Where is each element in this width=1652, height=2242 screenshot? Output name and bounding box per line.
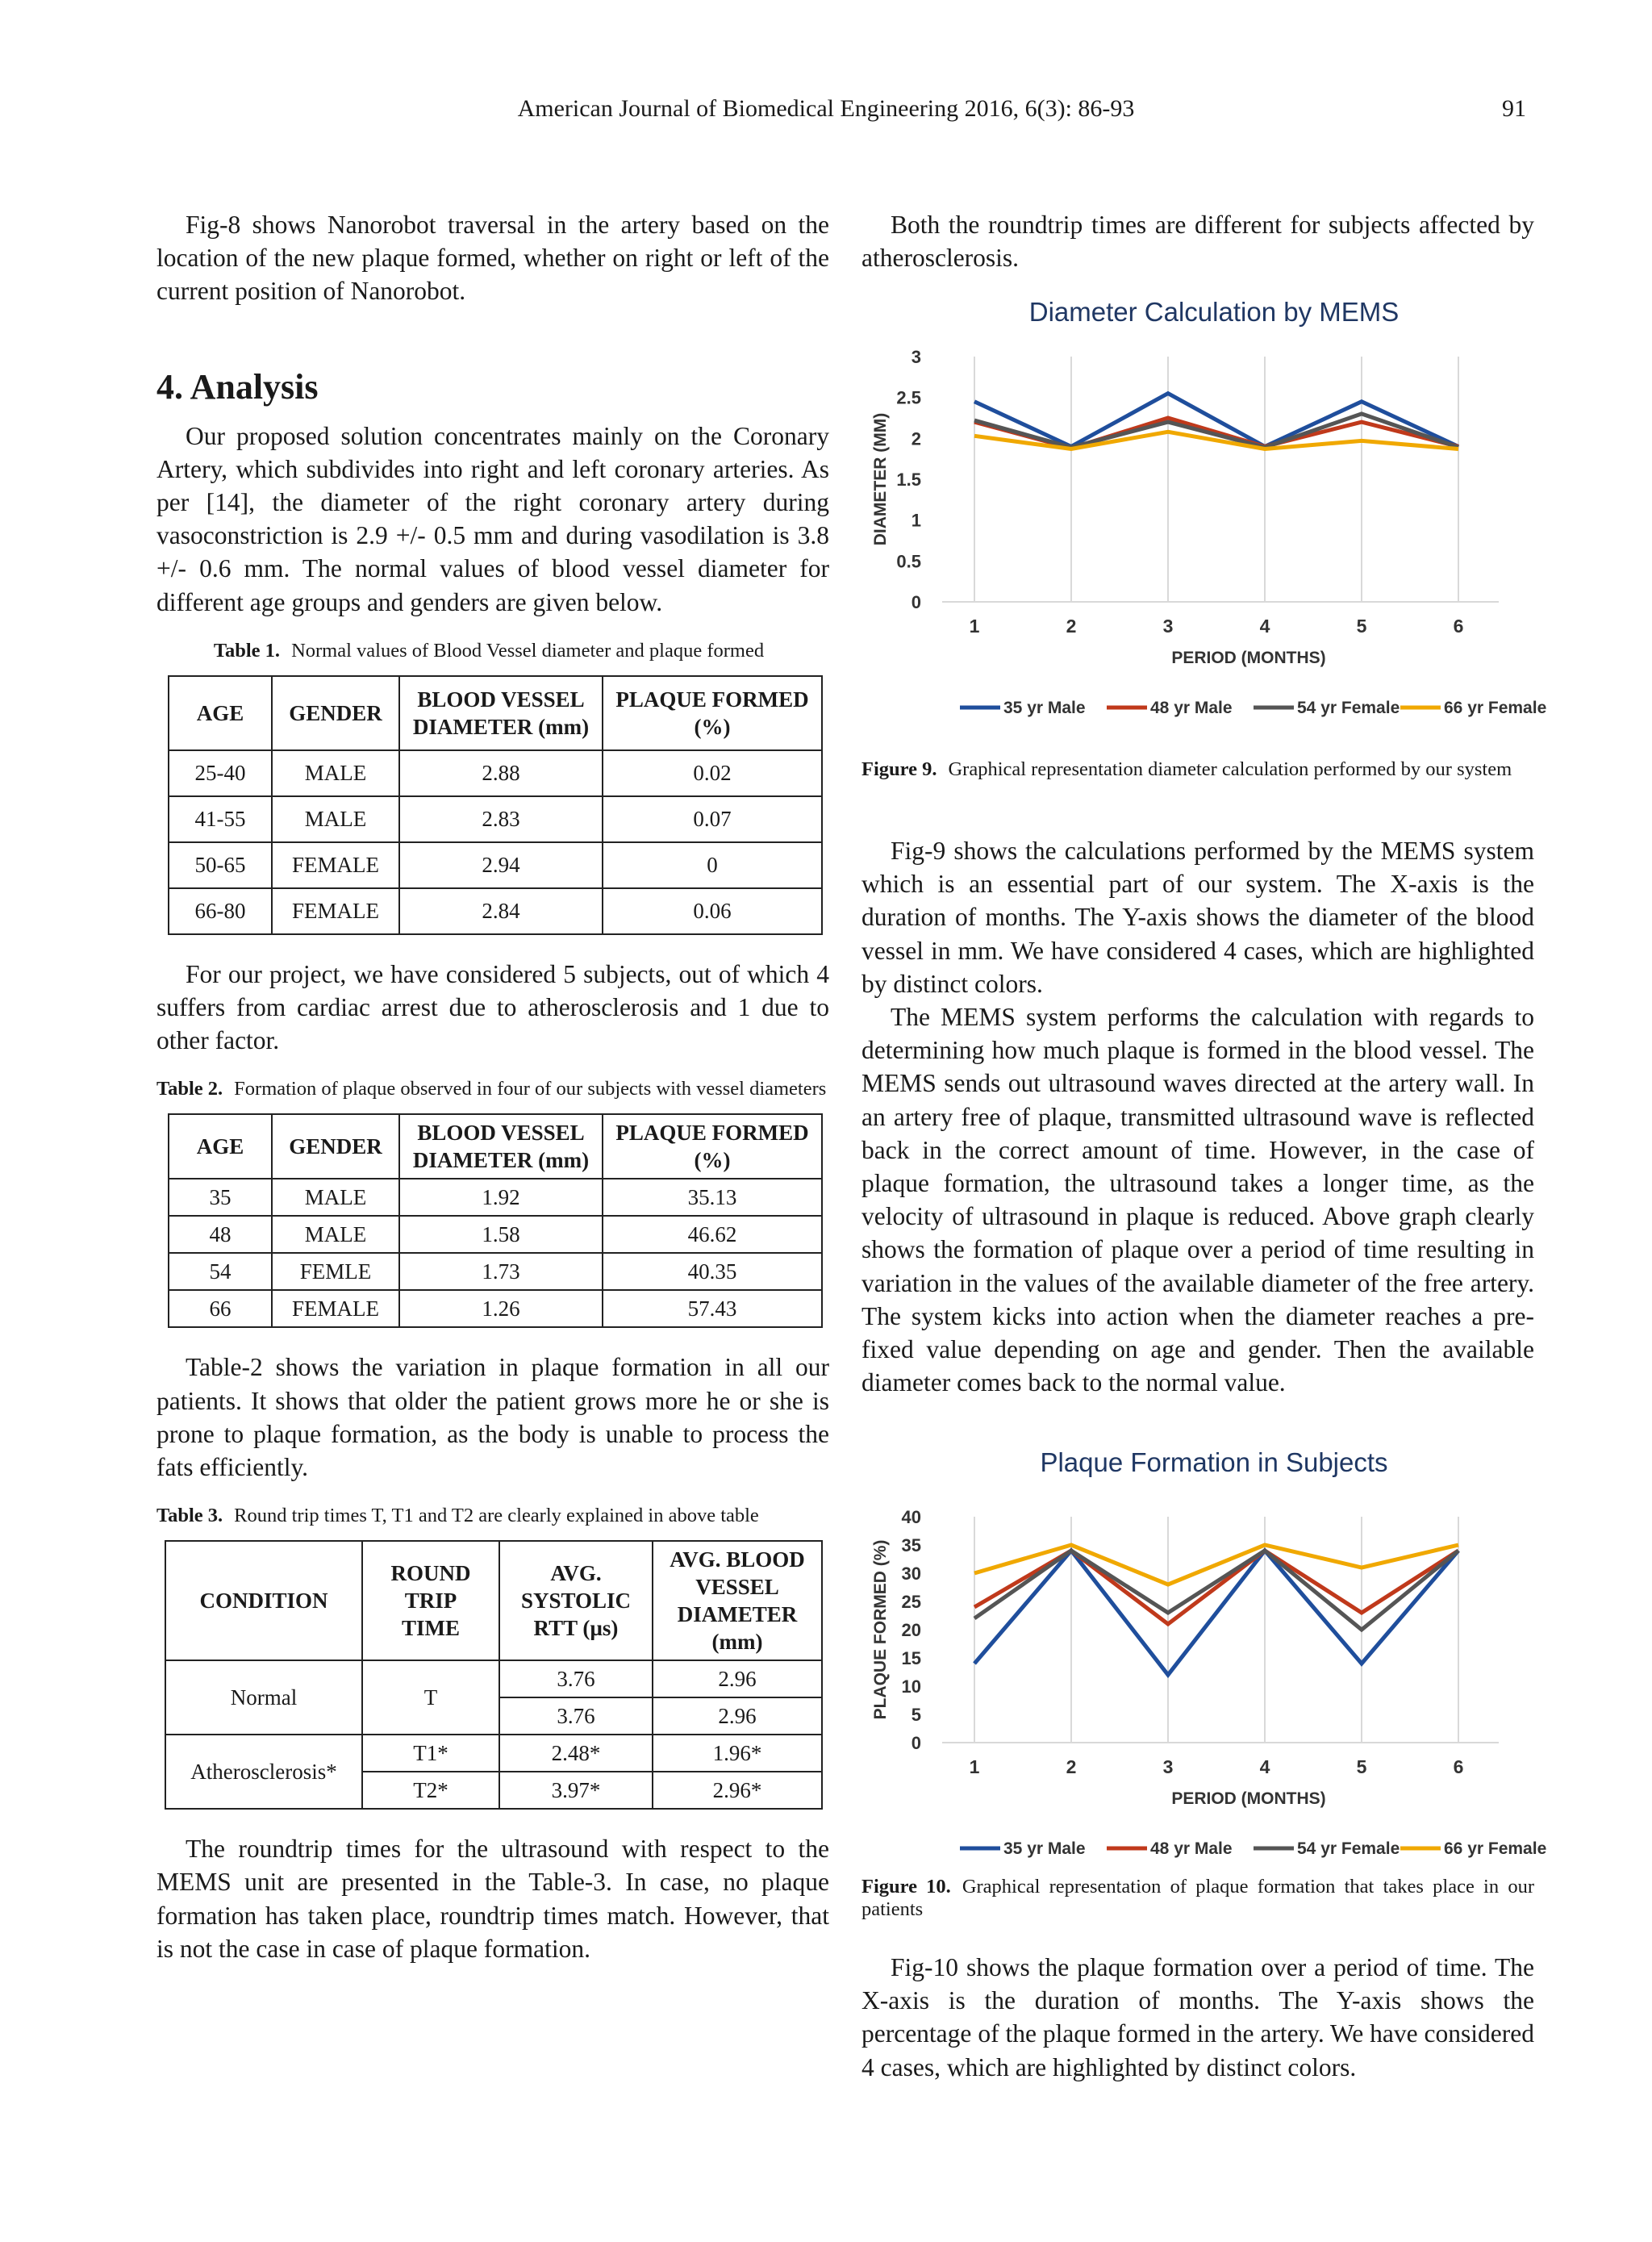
running-header: [0, 95, 1652, 136]
table1-header-diameter: BLOOD VESSEL DIAMETER (mm): [399, 676, 603, 750]
table2-label: Table 2.: [156, 1078, 223, 1100]
table-cell: 2.83: [399, 796, 603, 842]
legend-label: 35 yr Male: [1003, 699, 1086, 717]
table3: [165, 1540, 823, 1810]
y-tick-label: 5: [911, 1705, 921, 1725]
figure9-label: Figure 9.: [861, 758, 937, 780]
table3-header-diameter: AVG. BLOOD VESSEL DIAMETER (mm): [653, 1541, 822, 1660]
table1: [168, 675, 823, 935]
page-number: 91: [1502, 95, 1526, 122]
y-tick-label: 0: [911, 1733, 921, 1753]
table-cell: 46.62: [603, 1216, 822, 1253]
table2-header-diameter: BLOOD VESSEL DIAMETER (mm): [399, 1114, 603, 1179]
y-tick-label: 0.5: [896, 551, 921, 572]
legend-label: 54 yr Female: [1297, 1839, 1400, 1858]
table1-header-age: AGE: [169, 676, 272, 750]
paragraph-mems: The MEMS system performs the calculation with regards to determining how much plaque is formed in the blood vessel. The MEMS sends out ultrasound waves directed at the artery wall. In an artery free of plaque, transmitted ultrasound wave is reflected back in the correct amount of time. However, in the case of plaque formation, the ultrasound takes a longer time, as the velocity of ultrasound in plaque is reduced. Above graph clearly shows the formation of plaque over a period of time resulting in variation in the values of the available diameter of the free artery. The system kicks into action when the diameter reaches a pre-fixed value depending on age and gender. Then the available diameter comes back to the normal value.: [861, 1003, 1534, 1397]
y-tick-label: 25: [901, 1592, 921, 1612]
right-column: [861, 208, 1534, 274]
table-cell: 0.06: [603, 888, 822, 934]
table-cell: 25-40: [169, 750, 272, 796]
paragraph-analysis: Our proposed solution concentrates mainly on the Coronary Artery, which subdivides into right and left coronary arteries. As per [14], the diameter of the right coronary artery during vasoconstriction is 2.9 +/- 0.5 mm and during vasodilation is 3.8 +/- 0.6 mm. The normal values of blood vessel diameter for different age groups and genders are given below.: [156, 421, 829, 616]
table-row: [165, 1735, 822, 1772]
x-tick-label: 5: [1356, 616, 1367, 637]
table2-caption-text: Formation of plaque observed in four of our subjects with vessel diameters: [234, 1078, 827, 1100]
table3-label: Table 3.: [156, 1505, 223, 1527]
table-cell: FEMALE: [272, 842, 399, 888]
table-cell: 35: [169, 1179, 272, 1216]
table-cell-rtt-normal: T: [362, 1660, 499, 1735]
table-cell: 66-80: [169, 888, 272, 934]
table-cell: 41-55: [169, 796, 272, 842]
table-row: [169, 796, 822, 842]
paragraph-table2-analysis: Table-2 shows the variation in plaque formation in all our patients. It shows that older the patient grows more he or she is prone to plaque formation, as the body is unable to process the fats efficiently.: [156, 1353, 829, 1482]
table-cell-condition-normal: Normal: [165, 1660, 362, 1735]
table2-header-plaque: PLAQUE FORMED (%): [603, 1114, 822, 1179]
table-cell: 2.94: [399, 842, 603, 888]
table-cell: 1.92: [399, 1179, 603, 1216]
table-row: [169, 842, 822, 888]
table-cell: 35.13: [603, 1179, 822, 1216]
chart-title: Plaque Formation in Subjects: [1040, 1447, 1388, 1477]
y-tick-label: 0: [911, 592, 921, 612]
table2-header-age: AGE: [169, 1114, 272, 1179]
legend-label: 54 yr Female: [1297, 699, 1400, 717]
table-row: [169, 1179, 822, 1216]
table2-header-gender: GENDER: [272, 1114, 399, 1179]
y-tick-label: 1: [911, 510, 921, 531]
legend-label: 48 yr Male: [1150, 1839, 1233, 1858]
table-cell: 1.73: [399, 1253, 603, 1290]
table1-header-plaque: PLAQUE FORMED (%): [603, 676, 822, 750]
x-tick-label: 6: [1453, 1756, 1464, 1777]
table1-caption-text: Normal values of Blood Vessel diameter and plaque formed: [291, 639, 765, 662]
table-cell: T1*: [362, 1735, 499, 1772]
table-cell: 1.96*: [653, 1735, 822, 1772]
table-row: [169, 1253, 822, 1290]
figure10-label: Figure 10.: [861, 1876, 951, 1898]
x-tick-label: 3: [1162, 616, 1174, 637]
table-cell: 2.84: [399, 888, 603, 934]
table-cell: 1.58: [399, 1216, 603, 1253]
legend-label: 48 yr Male: [1150, 699, 1233, 717]
figure9-chart: [861, 292, 1547, 734]
table3-caption-text: Round trip times T, T1 and T2 are clearly explained in above table: [234, 1505, 759, 1527]
x-axis-label: PERIOD (MONTHS): [1171, 1789, 1326, 1808]
table-cell: MALE: [272, 1216, 399, 1253]
table-row: [169, 1216, 822, 1253]
table-cell: 50-65: [169, 842, 272, 888]
legend-label: 66 yr Female: [1444, 1839, 1547, 1858]
y-tick-label: 35: [901, 1535, 921, 1555]
table3-header-rtt: ROUND TRIP TIME: [362, 1541, 499, 1660]
x-tick-label: 4: [1259, 1756, 1270, 1777]
table-cell: 0.07: [603, 796, 822, 842]
y-tick-label: 20: [901, 1620, 921, 1640]
figure10-caption-text: Graphical representation of plaque formation that takes place in our patients: [861, 1876, 1534, 1920]
x-tick-label: 2: [1066, 616, 1077, 637]
table-cell: 1.26: [399, 1290, 603, 1327]
table-cell: 66: [169, 1290, 272, 1327]
chart-svg: [861, 292, 1547, 734]
table-cell: 57.43: [603, 1290, 822, 1327]
table-row: [169, 750, 822, 796]
table-cell: FEMLE: [272, 1253, 399, 1290]
paragraph-fig9: Fig-9 shows the calculations performed by the MEMS system which is an essential part of our system. The X-axis is the duration of months. The Y-axis shows the diameter of the blood vessel in mm. We have considered 4 cases, which are highlighted by distinct colors.: [861, 837, 1534, 998]
journal-citation: American Journal of Biomedical Engineering 2016, 6(3): 86-93: [517, 95, 1135, 122]
table-cell: 2.96: [653, 1660, 822, 1697]
figure10-caption: [861, 1876, 1534, 1921]
paragraph-roundtrip: The roundtrip times for the ultrasound with respect to the MEMS unit are presented in the Table-3. In case, no plaque formation has taken place, roundtrip times match. However, that is not the case in case of plaque formation.: [156, 1835, 829, 1963]
x-tick-label: 1: [969, 1756, 980, 1777]
table-row: [165, 1660, 822, 1697]
y-tick-label: 2: [911, 428, 921, 449]
x-tick-label: 2: [1066, 1756, 1077, 1777]
x-tick-label: 3: [1162, 1756, 1174, 1777]
y-tick-label: 10: [901, 1676, 921, 1697]
table-cell: 2.96*: [653, 1772, 822, 1809]
x-tick-label: 6: [1453, 616, 1464, 637]
y-axis-label: PLAQUE FORMED (%): [871, 1539, 890, 1720]
table-cell: 54: [169, 1253, 272, 1290]
figure10-chart: [861, 1442, 1547, 1870]
figure9-caption: [861, 758, 1534, 781]
legend-label: 35 yr Male: [1003, 1839, 1086, 1858]
table-cell: 0: [603, 842, 822, 888]
y-tick-label: 15: [901, 1648, 921, 1668]
table2-caption: [156, 1078, 829, 1100]
x-tick-label: 4: [1259, 616, 1270, 637]
chart-title: Diameter Calculation by MEMS: [1028, 297, 1400, 327]
table1-label: Table 1.: [213, 639, 281, 662]
table-cell: MALE: [272, 1179, 399, 1216]
table-cell: MALE: [272, 796, 399, 842]
right-column-middle: [861, 834, 1534, 1399]
y-tick-label: 1.5: [896, 470, 921, 490]
table-cell: 2.48*: [499, 1735, 653, 1772]
table-cell: 3.97*: [499, 1772, 653, 1809]
paragraph-roundtrip-different: Both the roundtrip times are different for subjects affected by atherosclerosis.: [861, 211, 1534, 273]
y-tick-label: 2.5: [896, 387, 921, 408]
table-cell: 3.76: [499, 1660, 653, 1697]
section-title-analysis: 4. Analysis: [156, 366, 319, 407]
x-tick-label: 5: [1356, 1756, 1367, 1777]
paragraph-subjects: For our project, we have considered 5 subjects, out of which 4 suffers from cardiac arrest due to atherosclerosis and 1 due to other factor.: [156, 959, 829, 1055]
legend-label: 66 yr Female: [1444, 699, 1547, 717]
y-tick-label: 30: [901, 1564, 921, 1584]
y-tick-label: 40: [901, 1507, 921, 1527]
table3-header-condition: CONDITION: [165, 1541, 362, 1660]
table-cell-condition-athero: Atherosclerosis*: [165, 1735, 362, 1809]
y-axis-label: DIAMETER (MM): [871, 412, 890, 546]
figure9-caption-text: Graphical representation diameter calculation performed by our system: [948, 758, 1512, 780]
table-cell: FEMALE: [272, 1290, 399, 1327]
table-cell: 0.02: [603, 750, 822, 796]
table-cell: 48: [169, 1216, 272, 1253]
table-cell: 2.96: [653, 1697, 822, 1735]
x-axis-label: PERIOD (MONTHS): [1171, 649, 1326, 667]
right-column-bottom: [861, 1951, 1534, 2084]
left-column: [156, 208, 829, 1965]
paragraph-fig10: Fig-10 shows the plaque formation over a period of time. The X-axis is the duration of months. The Y-axis shows the percentage of the plaque formed in the artery. We have considered 4 cases, which are highlighted by distinct colors.: [861, 1953, 1534, 2081]
table-cell: 3.76: [499, 1697, 653, 1735]
table-cell: 40.35: [603, 1253, 822, 1290]
chart-svg: [861, 1442, 1547, 1870]
table-cell: T2*: [362, 1772, 499, 1809]
table2: [168, 1113, 823, 1328]
table3-caption: [156, 1505, 829, 1527]
table-cell: FEMALE: [272, 888, 399, 934]
table-cell: 2.88: [399, 750, 603, 796]
table3-header-systolic: AVG. SYSTOLIC RTT (µs): [499, 1541, 653, 1660]
table1-caption: [156, 640, 829, 662]
table-row: [169, 888, 822, 934]
table1-header-gender: GENDER: [272, 676, 399, 750]
table-cell: MALE: [272, 750, 399, 796]
table-row: [169, 1290, 822, 1327]
x-tick-label: 1: [969, 616, 980, 637]
y-tick-label: 3: [911, 347, 921, 367]
paragraph-fig8: Fig-8 shows Nanorobot traversal in the artery based on the location of the new plaque formed, whether on right or left of the current position of Nanorobot.: [156, 211, 829, 306]
